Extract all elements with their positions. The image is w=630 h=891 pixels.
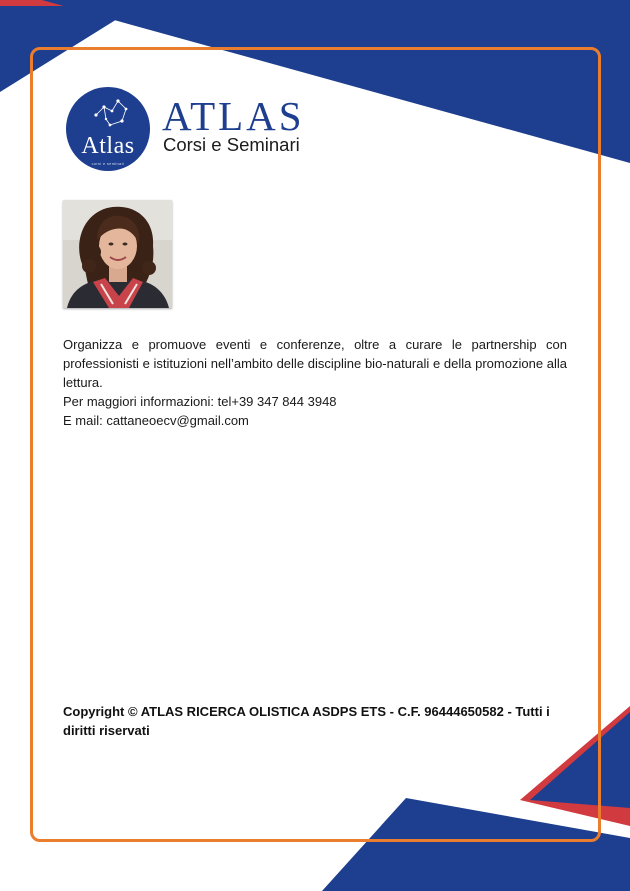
copyright-notice: Copyright © ATLAS RICERCA OLISTICA ASDPS ETS - C.F. 96444650582 - Tutti i diritti riservati bbox=[63, 704, 550, 738]
brand-title: ATLAS bbox=[162, 93, 305, 139]
portrait-photo bbox=[63, 200, 172, 308]
brand-subtitle: Corsi e Seminari bbox=[163, 134, 300, 155]
contact-phone: Per maggiori informazioni: tel+39 347 844 3948 bbox=[63, 394, 337, 409]
logo-circle-text: Atlas bbox=[81, 133, 135, 159]
bio-description: Organizza e promuove eventi e conferenze, oltre a curare le partnership con professionisti e istituzioni nell’ambito delle discipline bio-naturali e della promozione alla lettura. bbox=[63, 337, 567, 390]
logo-circle-subtext: corsi e seminari bbox=[91, 161, 125, 166]
contact-email: E mail: cattaneoecv@gmail.com bbox=[63, 413, 249, 428]
atlas-logo-circle bbox=[66, 87, 150, 171]
bio-section bbox=[63, 335, 567, 430]
